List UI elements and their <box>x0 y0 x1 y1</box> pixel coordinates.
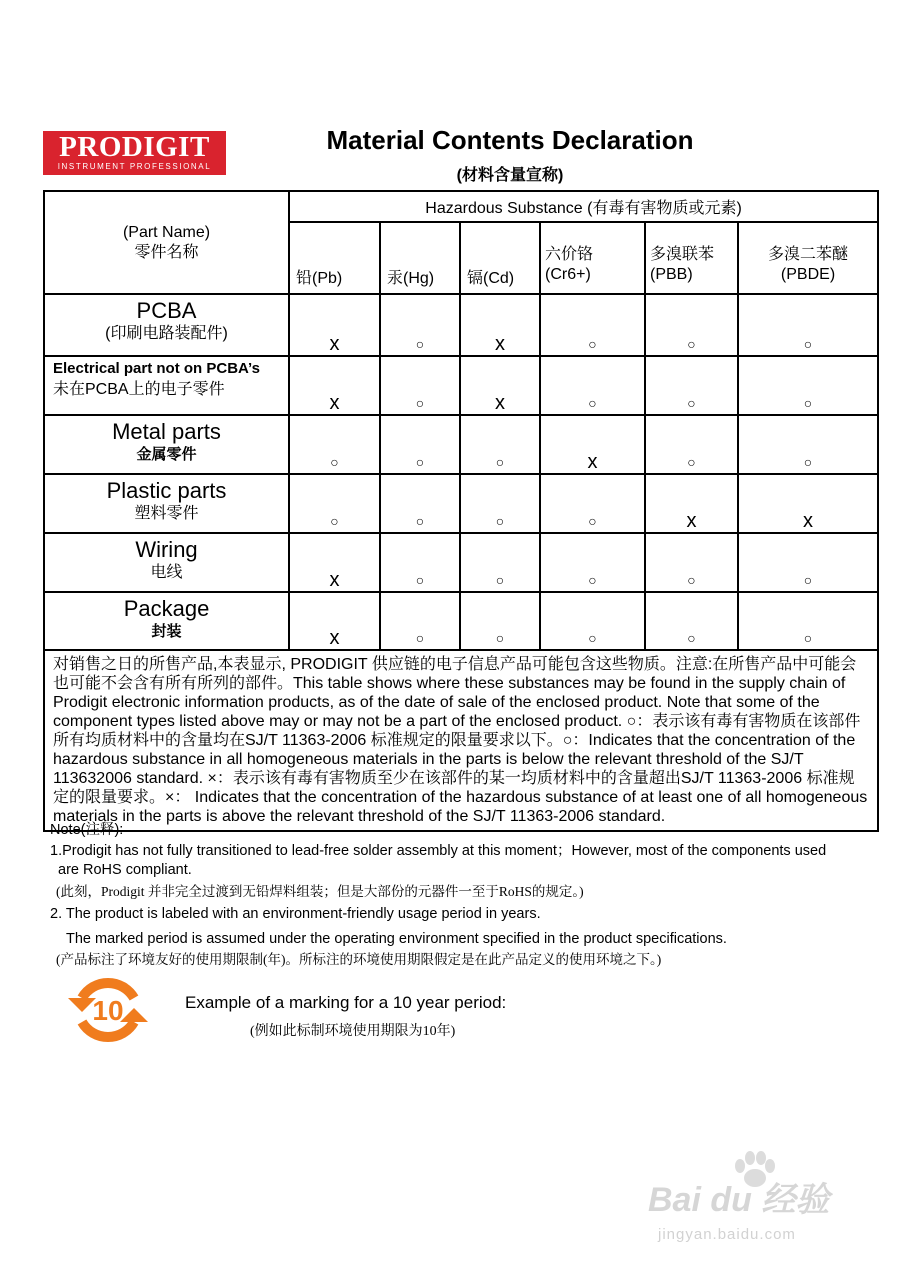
mark-cell: x <box>540 415 645 474</box>
mark-cell: ○ <box>645 592 738 650</box>
eco-period-badge-icon <box>60 972 156 1048</box>
page-subtitle: (材料含量宣称) <box>456 167 564 184</box>
mark-cell: ○ <box>645 294 738 356</box>
mark-cell: ○ <box>645 533 738 592</box>
mark-cell: ○ <box>738 356 878 415</box>
note-2-cn: (产品标注了环境友好的使用期限制(年)。所标注的环境使用期限假定是在此产品定义的使用环境之下。) <box>56 952 662 967</box>
part-cell: Metal parts 金属零件 <box>44 415 289 474</box>
part-cell: Electrical part not on PCBA’s 未在PCBA上的电子零件 <box>44 356 289 415</box>
mark-cell: ○ <box>540 474 645 533</box>
table-row <box>44 533 878 592</box>
mark-cell: ○ <box>289 474 380 533</box>
logo-brand: PRODIGIT <box>59 131 210 163</box>
mark-cell: ○ <box>380 415 460 474</box>
note-1-cn: (此刻，Prodigit 并非完全过渡到无铅焊料组装；但是大部份的元器件一至于RoHS的规定。) <box>56 884 584 899</box>
mark-cell: ○ <box>540 533 645 592</box>
table-row <box>44 356 878 415</box>
declaration-table <box>43 190 879 832</box>
mark-cell: ○ <box>738 294 878 356</box>
note-2: 2. The product is labeled with an environment-friendly usage period in years. <box>50 906 541 922</box>
mark-cell: ○ <box>540 294 645 356</box>
col-cd: 镉(Cd) <box>460 222 540 294</box>
watermark <box>648 1150 868 1270</box>
watermark-name: Bai du 经验 <box>648 1181 830 1219</box>
col-hg: 汞(Hg) <box>380 222 460 294</box>
mark-cell: ○ <box>460 592 540 650</box>
mark-cell: x <box>738 474 878 533</box>
badge-number: 10 <box>92 995 124 1026</box>
mark-cell: ○ <box>738 533 878 592</box>
page-title: Material Contents Declaration <box>326 125 694 155</box>
table-row <box>44 415 878 474</box>
part-cell: Wiring 电线 <box>44 533 289 592</box>
note-1: 1.Prodigit has not fully transitioned to lead-free solder assembly at this moment；However, most of the components used <box>50 843 827 859</box>
col-pbb: 多溴联苯 (PBB) <box>645 222 738 294</box>
mark-cell: x <box>460 356 540 415</box>
table-row <box>44 474 878 533</box>
mark-cell: x <box>645 474 738 533</box>
mark-cell: ○ <box>380 474 460 533</box>
part-cell: Plastic parts 塑料零件 <box>44 474 289 533</box>
mark-cell: ○ <box>289 415 380 474</box>
mark-cell: ○ <box>540 356 645 415</box>
note-2-cont: The marked period is assumed under the operating environment specified in the product specifications. <box>66 931 727 947</box>
mark-cell: x <box>460 294 540 356</box>
example-caption-cn: (例如此标制环境使用期限为10年) <box>250 1024 456 1039</box>
declaration-paragraph: 对销售之日的所售产品,本表显示, PRODIGIT 供应链的电子信息产品可能包含这些物质。注意:在所售产品中可能会也可能不会含有所有所列的部件。This table shows where these substances may be found in the supply chain of Prodigit electronic information products, as of the date of sale of the enclosed product. Note that some of the component types listed above may or may not be a part of the enclosed product. ○：表示该有毒有害物质在该部件所有均质材料中的含量均在SJ/T 11363-2006 标准规定的限量要求以下。○：Indicates that the concentration of the hazardous substance in all homogeneous materials in the parts is below the relevant threshold of the SJ/T 113632006 standard. ×：表示该有毒有害物质至少在该部件的某一均质材料中的含量超出SJ/T 11363-2006 标准规定的限量要求。×： Indicates that the concentration of the hazardous substance of at least one of all homogeneous materials in the parts is above the relevant threshold of the SJ/T 11363-2006 standard. <box>44 650 878 831</box>
example-caption: Example of a marking for a 10 year period: <box>185 993 507 1012</box>
mark-cell: ○ <box>380 356 460 415</box>
table-row <box>44 294 878 356</box>
prodigit-logo <box>43 131 226 175</box>
mark-cell: x <box>289 592 380 650</box>
part-cell: Package 封装 <box>44 592 289 650</box>
mark-cell: ○ <box>380 533 460 592</box>
hazard-header: Hazardous Substance (有毒有害物质或元素) <box>289 191 878 222</box>
mark-cell: ○ <box>645 415 738 474</box>
table-row <box>44 592 878 650</box>
part-name-cn: 零件名称 <box>134 243 199 261</box>
mark-cell: ○ <box>645 356 738 415</box>
mark-cell: ○ <box>460 533 540 592</box>
notes-heading: Note(注释): <box>50 822 124 838</box>
mark-cell: ○ <box>460 415 540 474</box>
col-pb: 铅(Pb) <box>289 222 380 294</box>
part-name-en: (Part Name) <box>122 223 211 241</box>
logo-tagline: INSTRUMENT PROFESSIONAL <box>57 162 212 171</box>
col-pbde: 多溴二苯醚 (PBDE) <box>738 222 878 294</box>
watermark-url: jingyan.baidu.com <box>658 1226 796 1243</box>
mark-cell: x <box>289 294 380 356</box>
note-1-cont: are RoHS compliant. <box>58 862 192 878</box>
col-cr6: 六价铬 (Cr6+) <box>540 222 645 294</box>
part-name-header <box>44 191 289 294</box>
mark-cell: ○ <box>738 415 878 474</box>
mark-cell: ○ <box>380 592 460 650</box>
mark-cell: x <box>289 356 380 415</box>
mark-cell: ○ <box>460 474 540 533</box>
mark-cell: ○ <box>540 592 645 650</box>
mark-cell: ○ <box>738 592 878 650</box>
part-cell: PCBA (印刷电路装配件) <box>44 294 289 356</box>
notes-section <box>50 821 880 969</box>
mark-cell: ○ <box>380 294 460 356</box>
mark-cell: x <box>289 533 380 592</box>
